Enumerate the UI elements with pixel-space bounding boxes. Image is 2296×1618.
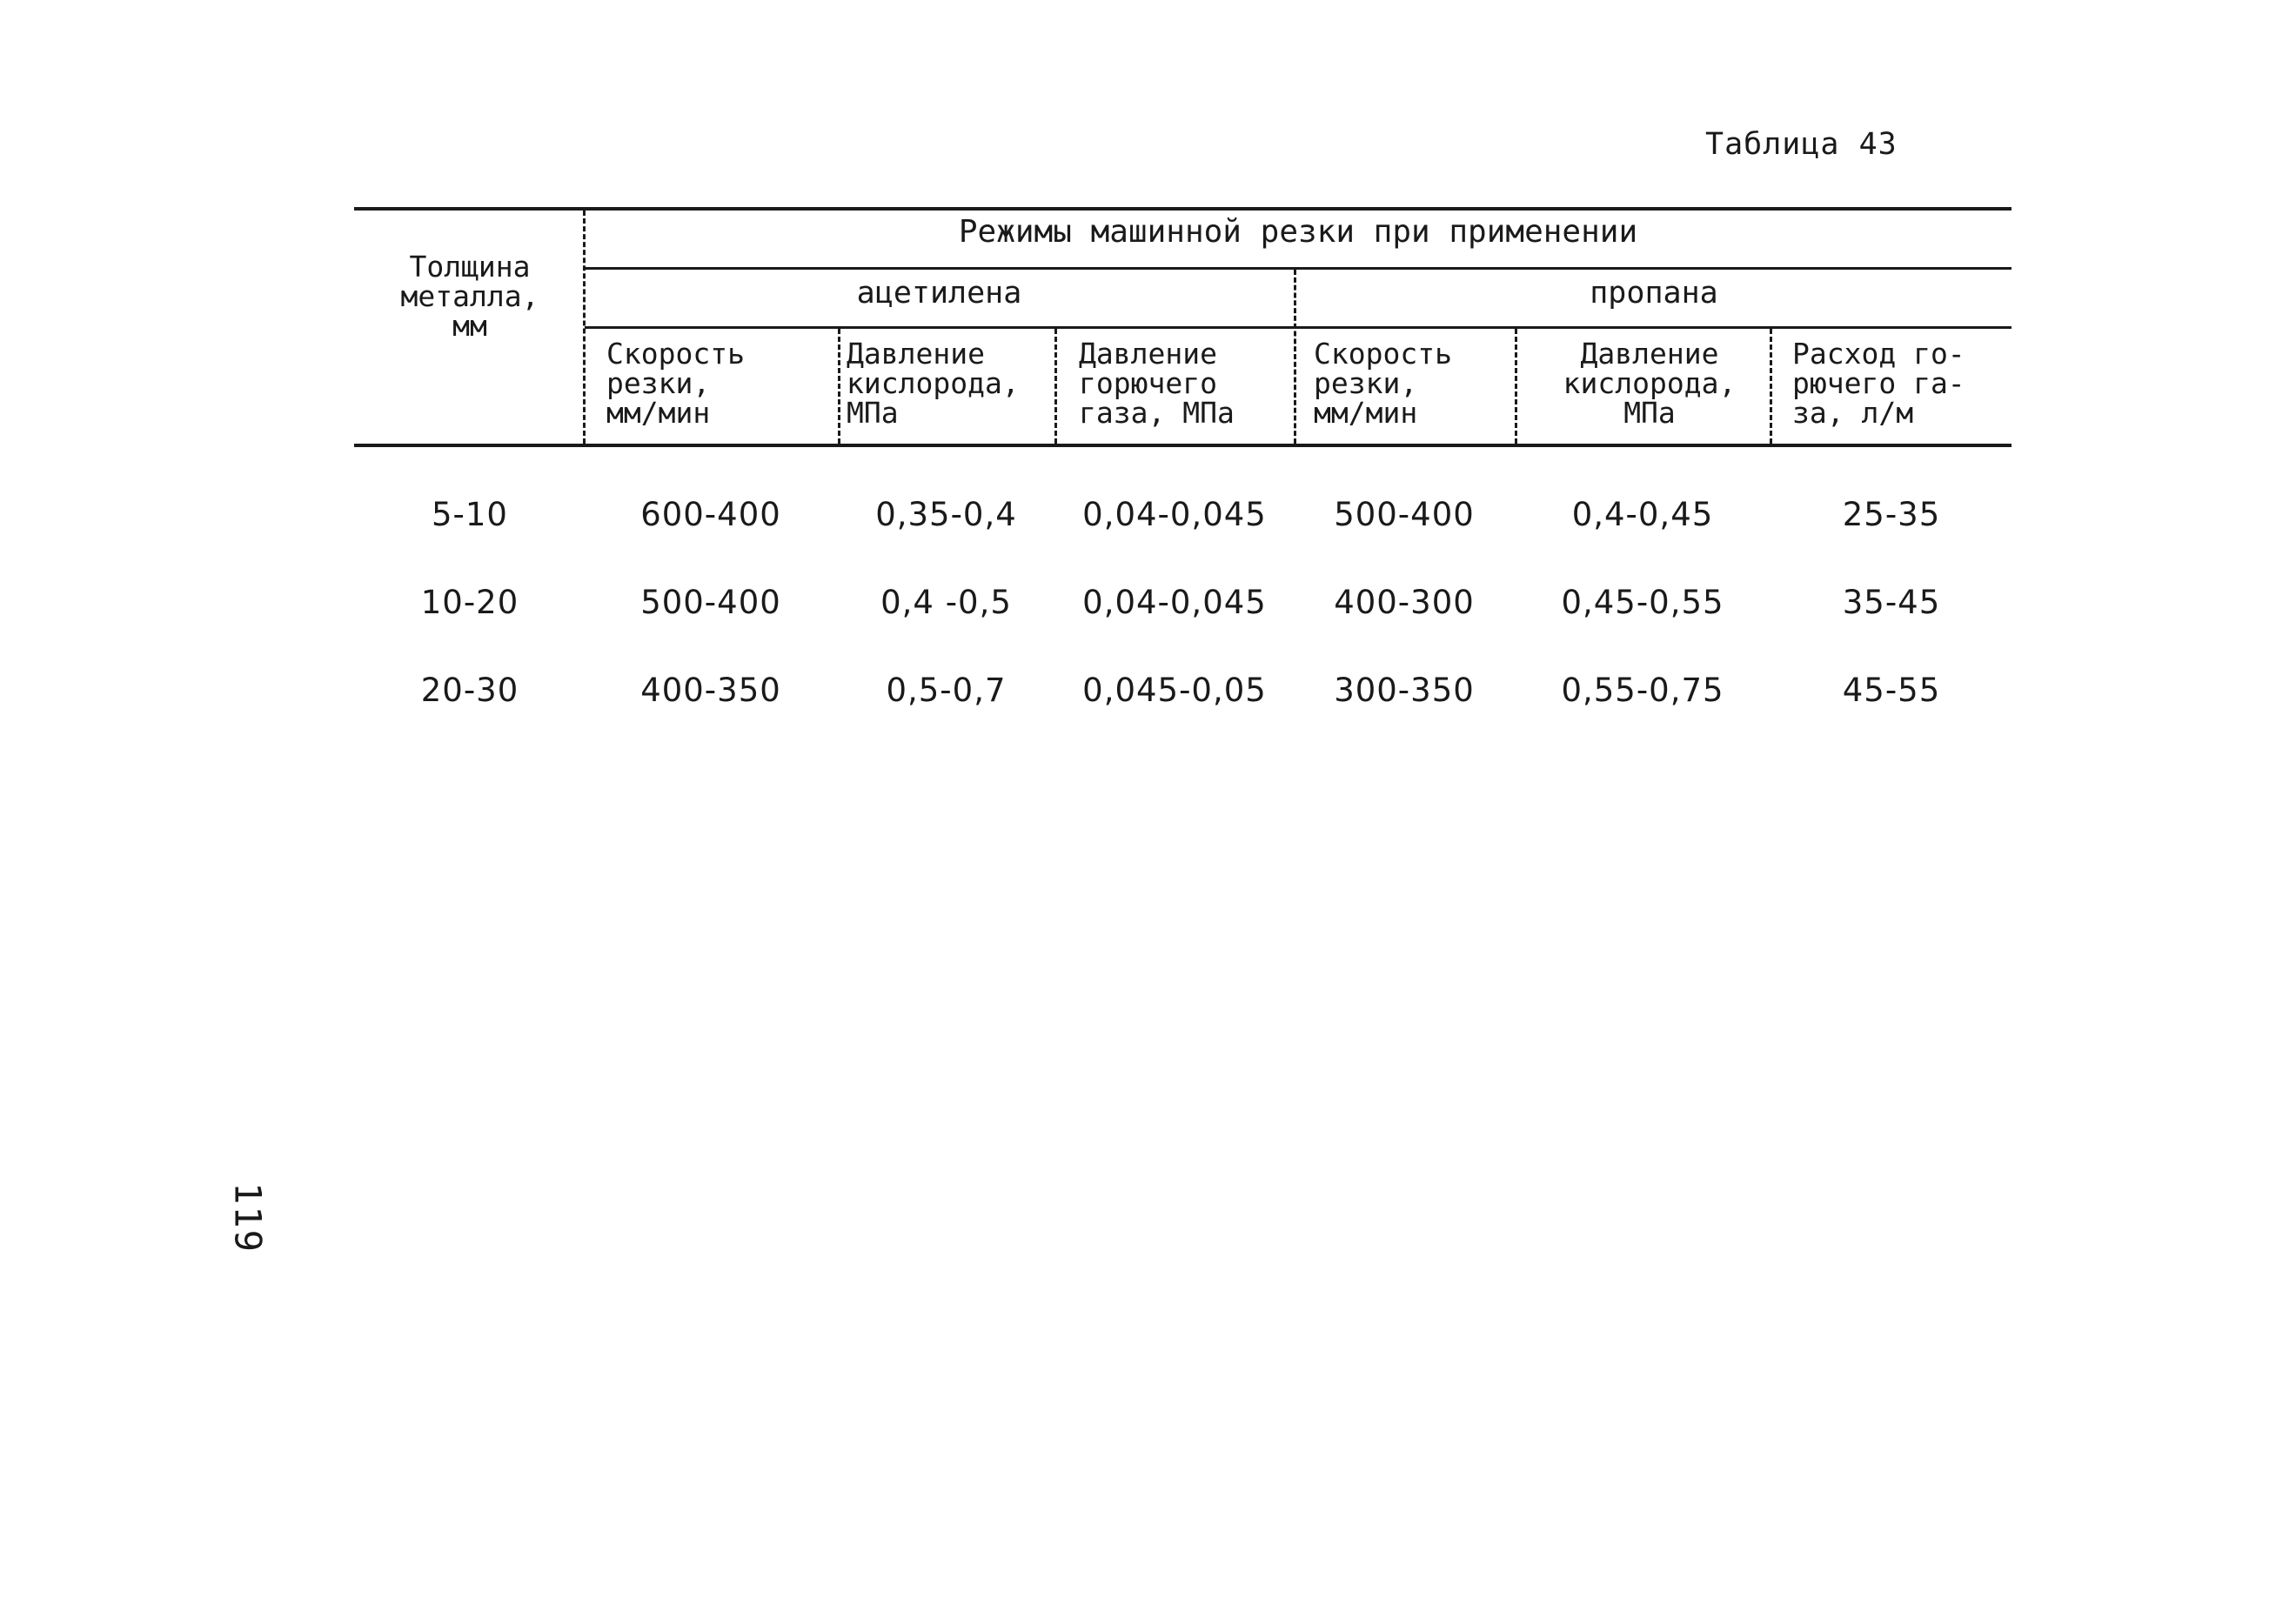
table-cell: 0,4-0,45 [1571,496,1714,533]
column-divider [1515,329,1517,444]
table-cell: 400-300 [1334,584,1475,621]
column-header: Скорость резки, мм/мин [1314,337,1452,430]
column-divider [1770,329,1772,444]
table-cell: 0,04-0,045 [1082,584,1267,621]
table-top-rule [354,207,2012,211]
table-cell: 500-400 [640,584,781,621]
table-cell: 0,35-0,4 [875,496,1017,533]
column-header: Давление кислорода, МПа [1563,337,1737,430]
table-cell: 0,45-0,55 [1561,584,1724,621]
column-divider [1054,329,1057,444]
table-caption: Таблица 43 [1705,127,1898,162]
table-cell: 0,5-0,7 [886,672,1007,709]
column-header: Давление горючего газа, МПа [1079,337,1235,430]
column-header: Расход го- рючего га- за, л/м [1792,337,1965,430]
table-cell: 20-30 [420,672,519,709]
header-bottom-rule [354,444,2012,447]
table-cell: 500-400 [1334,496,1475,533]
table-cell: 45-55 [1842,672,1941,709]
group-header-acetylene: ацетилена [856,276,1022,311]
group-header-rule [585,326,2012,329]
column-divider [838,329,840,444]
table-cell: 0,55-0,75 [1561,672,1724,709]
group-header-propane: пропана [1590,276,1718,311]
column-header: Скорость резки, мм/мин [606,337,745,430]
table-cell: 0,045-0,05 [1082,672,1267,709]
table-cell: 0,4 -0,5 [880,584,1012,621]
table-cell: 35-45 [1842,584,1941,621]
table-cell: 300-350 [1334,672,1475,709]
table-cell: 5-10 [432,496,508,533]
page-number: 119 [226,1182,270,1254]
stub-header: Толщина металла, мм [400,250,539,343]
span-header: Режимы машинной резки при применении [958,214,1638,250]
table-cell: 0,04-0,045 [1082,496,1267,533]
table-cell: 10-20 [420,584,519,621]
table-cell: 600-400 [640,496,781,533]
span-header-rule [585,267,2012,270]
column-header: Давление кислорода, МПа [847,337,1020,430]
table-cell: 400-350 [640,672,781,709]
table-cell: 25-35 [1842,496,1941,533]
